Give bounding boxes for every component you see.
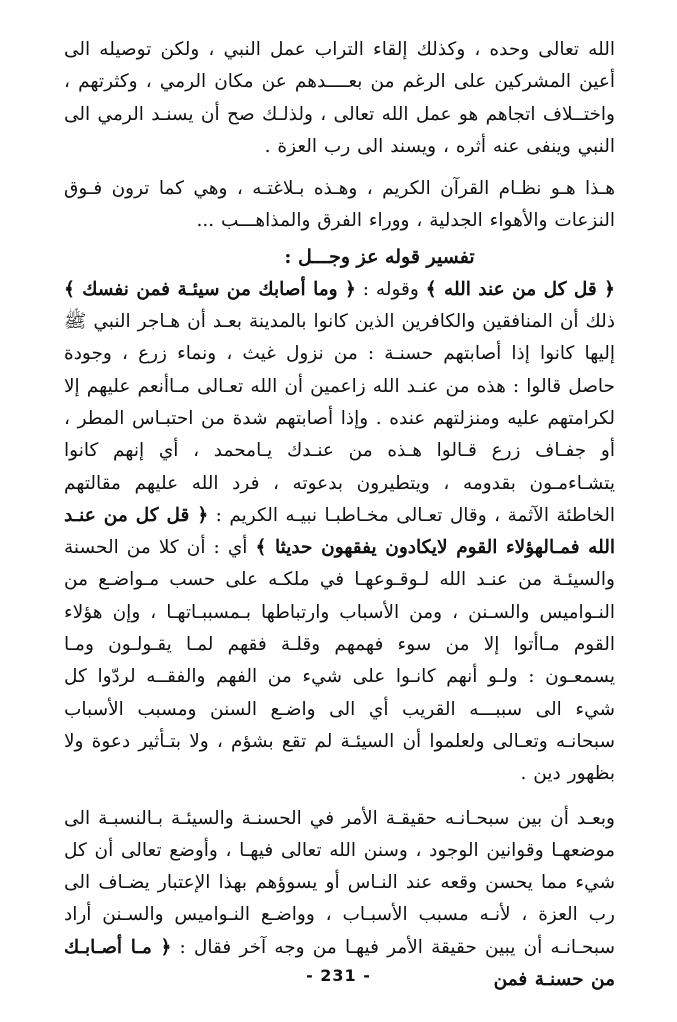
paragraph-text: ذلك أن المنافقين والكافرين الذين كانوا بالمدينة بعـد أن هـاجر النبي ﷺ إليها كانوا إذا أصابتهم حسنـة : من نزول غيث ، ونماء زرع ، وجودة حاصل قالوا : هذه من عنـد الله زاعمين أن الله تعـالى مـاأنعم عليهم إلا لكرامتهم عليه ومنزلتهم عنده . وإذا أصابتهم شدة من احتبـاس المطر ، أو جفـاف زرع قـالوا هـذه من عنـدك يـامحمد ، أي إنهم كانوا يتشـاءمـون بقدومه ، ويتطيرون بدعوته ، فرد الله عليهم مقالتهم الخاطئة الآثمة ، وقال تعـالى مخـاطبـا نبيـه الكريم : [64, 311, 615, 526]
page-content [64, 34, 615, 996]
paragraph-1-text: الله تعالى وحده ، وكذلك إلقاء التراب عمل النبي ، ولكن توصيله الى أعين المشركين على الرغم من بعــــدهم عن مكان الرمي ، وكثرتهم ، واختــلاف اتجاهم هو عمل الله تعالى ، ولذلـك صح أن يسنـد الرمي الى النبي وينفى عنه أثره ، ويسند الى رب العزة . [64, 39, 615, 157]
paragraph-2-text: هـذا هـو نظـام القرآن الكريم ، وهـذه بـلاغتـه ، وهي كما ترون فـوق النزعات والأهواء الجدلية ، ووراء الفرق والمذاهـــب ... [64, 178, 615, 232]
paragraph-1 [64, 34, 615, 163]
paragraph-2 [64, 173, 615, 238]
quran-verse: ﴿ قل كل من عند الله ﴾ [425, 278, 616, 300]
section-heading: تفسير قوله عز وجـــل : [284, 245, 475, 268]
paragraph-3 [64, 274, 615, 791]
quran-verse: ﴿ وما أصابك من سيئـة فمن نفسك ﴾ [64, 278, 356, 300]
paragraph-text: أي : أن كلا من الحسنة والسيئـة من عنـد الله لـوقـوعهـا في ملكـه على حسب مـواضـع من النـواميس والسـنن ، ومن الأسباب وارتباطها بـمسببـاتهـا ، وإن هؤلاء القوم مـاأتوا إلا من سوء فهمهم وقلـة فقهم لمـا يقـولـون ومـا يسمعـون : ولـو أنهم كانـوا على شيء من الفهم والفقــه لردّوا كل شيء الى سببـــه القريب أي الى واضـع السنن ومسبب الأسباب سبحانـه وتعـالى ولعلموا أن السيئـة لم تقع بشؤم ، ولا بتـأثير دعوة ولا بظهور دين . [64, 537, 615, 785]
quran-verse: ﴿ قل كل من عنـد الله فمـالهؤلاء القوم لايكادون يفقهون حديثا ﴾ [64, 504, 615, 559]
paragraph-text: وقوله : [355, 278, 426, 300]
page-number: - 231 - [306, 966, 371, 985]
quran-verse: ﴿ مـا أصـابـك من حسنـة فمن [64, 936, 615, 991]
paragraph-text: وبعـد أن بين سبحـانـه حقيقـة الأمر في الحسنـة والسيئـة بـالنسبـة الى موضعهـا وقوانين الوجود ، وسنن الله تعالى فيهـا ، وأوضع تعالى أن كل شيء مما يحسن وقعه عند النـاس أو يسوؤهم بهذا الإعتبار يضـاف الى رب العزة ، لأنـه مسبب الأسبـاب ، وواضـع النـواميس والسـنن أراد سبحـانـه أن يبين حقيقة الأمر فيهـا من وجه آخر فقال : [64, 807, 615, 958]
